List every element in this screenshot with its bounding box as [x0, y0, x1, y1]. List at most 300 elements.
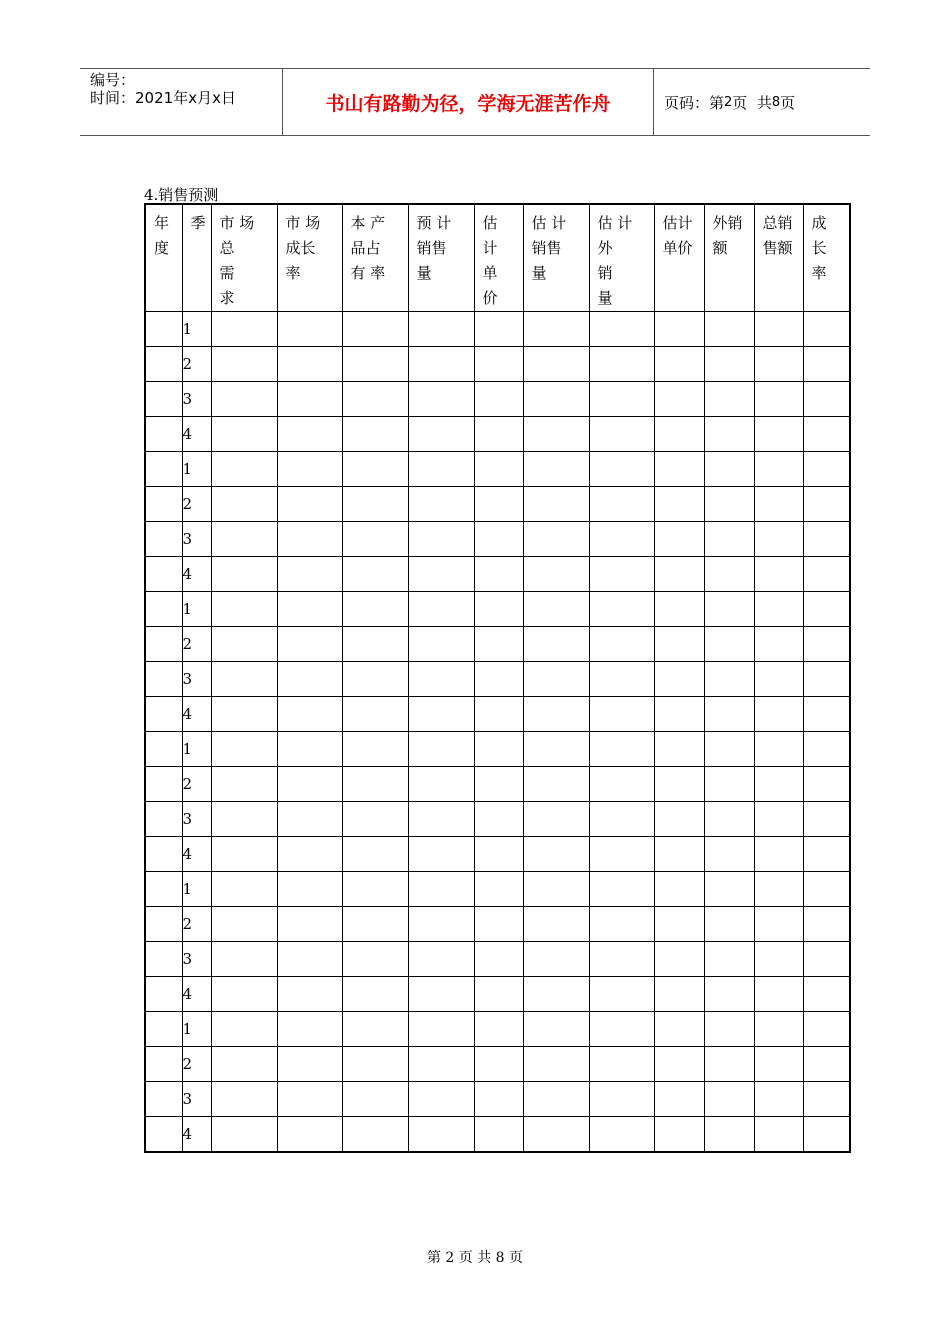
code-label: 编号： [90, 71, 136, 89]
table-cell [704, 1012, 754, 1047]
table-row [145, 347, 850, 382]
table-cell [523, 837, 589, 872]
season-cell: 1 [182, 452, 211, 487]
table-cell [754, 1047, 803, 1082]
year-cell [145, 382, 182, 417]
table-cell [408, 592, 474, 627]
table-cell [408, 802, 474, 837]
table-cell [754, 522, 803, 557]
table-cell [211, 1012, 277, 1047]
section-title: 4.销售预测 [144, 186, 219, 204]
table-cell [474, 452, 523, 487]
table-row [145, 487, 850, 522]
table-cell [277, 312, 342, 347]
column-header-line: 售额 [762, 239, 793, 257]
header-page-number [654, 69, 870, 135]
table-cell [277, 977, 342, 1012]
table-row [145, 417, 850, 452]
table-cell [523, 312, 589, 347]
table-cell [754, 907, 803, 942]
table-cell [589, 767, 654, 802]
date-label: 时间： [90, 89, 136, 107]
table-cell [474, 802, 523, 837]
table-cell [704, 977, 754, 1012]
table-row [145, 837, 850, 872]
table-cell [704, 312, 754, 347]
table-cell [523, 872, 589, 907]
table-cell [277, 837, 342, 872]
table-cell [754, 417, 803, 452]
table-cell [342, 557, 408, 592]
table-row [145, 1047, 850, 1082]
year-cell [145, 907, 182, 942]
table-cell [523, 697, 589, 732]
table-cell [654, 1082, 704, 1117]
table-cell [474, 977, 523, 1012]
column-header-line: 量 [597, 289, 613, 307]
table-cell [704, 382, 754, 417]
table-cell [342, 522, 408, 557]
table-cell [654, 347, 704, 382]
year-cell [145, 977, 182, 1012]
table-cell [754, 452, 803, 487]
table-cell [754, 592, 803, 627]
year-cell [145, 1047, 182, 1082]
year-cell [145, 732, 182, 767]
table-cell [408, 347, 474, 382]
table-row [145, 1082, 850, 1117]
table-cell [704, 802, 754, 837]
table-row [145, 872, 850, 907]
table-cell [277, 347, 342, 382]
table-cell [523, 382, 589, 417]
table-cell [754, 1012, 803, 1047]
year-cell [145, 417, 182, 452]
table-cell [754, 312, 803, 347]
table-cell [754, 872, 803, 907]
column-header-line: 成长 [285, 239, 316, 257]
table-cell [277, 802, 342, 837]
table-cell [589, 802, 654, 837]
page-suffix: 页 [780, 93, 796, 112]
table-cell [211, 942, 277, 977]
table-cell [523, 557, 589, 592]
table-cell [654, 837, 704, 872]
table-cell [408, 1012, 474, 1047]
table-cell [589, 697, 654, 732]
column-header-line: 年 [154, 214, 170, 232]
table-row [145, 732, 850, 767]
season-cell: 2 [182, 907, 211, 942]
table-cell [654, 872, 704, 907]
table-cell [654, 592, 704, 627]
table-cell [277, 1117, 342, 1153]
table-row [145, 382, 850, 417]
table-cell [803, 872, 850, 907]
table-cell [277, 732, 342, 767]
table-cell [654, 1012, 704, 1047]
table-cell [654, 487, 704, 522]
page-mid: 页 共 [732, 93, 772, 112]
table-cell [589, 312, 654, 347]
table-cell [474, 1117, 523, 1153]
season-cell: 3 [182, 382, 211, 417]
column-header [803, 204, 850, 312]
table-cell [803, 557, 850, 592]
table-cell [277, 487, 342, 522]
season-cell: 1 [182, 312, 211, 347]
table-cell [754, 977, 803, 1012]
table-cell [342, 627, 408, 662]
column-header [342, 204, 408, 312]
page-header [80, 68, 870, 136]
column-header [211, 204, 277, 312]
table-cell [474, 1047, 523, 1082]
table-cell [654, 557, 704, 592]
table-cell [342, 452, 408, 487]
table-cell [277, 382, 342, 417]
season-cell: 4 [182, 1117, 211, 1153]
table-cell [408, 837, 474, 872]
table-row [145, 627, 850, 662]
table-cell [211, 767, 277, 802]
table-cell [211, 557, 277, 592]
table-cell [803, 942, 850, 977]
year-cell [145, 312, 182, 347]
table-cell [704, 1047, 754, 1082]
table-cell [704, 837, 754, 872]
page-prefix: 页码：第 [664, 93, 725, 112]
table-cell [408, 942, 474, 977]
table-cell [589, 522, 654, 557]
table-cell [704, 767, 754, 802]
column-header-line: 市 场 [219, 214, 255, 232]
table-cell [704, 697, 754, 732]
column-header-line: 外 [597, 239, 613, 257]
table-cell [654, 697, 704, 732]
table-cell [704, 452, 754, 487]
column-header-line: 长 [811, 239, 827, 257]
table-cell [474, 732, 523, 767]
table-cell [754, 627, 803, 662]
table-cell [474, 347, 523, 382]
table-cell [589, 627, 654, 662]
table-cell [277, 942, 342, 977]
table-row [145, 452, 850, 487]
year-cell [145, 1012, 182, 1047]
column-header-line: 率 [811, 264, 827, 282]
table-cell [589, 417, 654, 452]
table-cell [803, 767, 850, 802]
table-cell [654, 662, 704, 697]
table-cell [342, 732, 408, 767]
table-cell [342, 1012, 408, 1047]
table-cell [408, 312, 474, 347]
table-cell [803, 1047, 850, 1082]
table-cell [704, 487, 754, 522]
column-header [754, 204, 803, 312]
column-header [182, 204, 211, 312]
table-cell [589, 487, 654, 522]
table-cell [803, 312, 850, 347]
column-header [704, 204, 754, 312]
table-cell [211, 347, 277, 382]
table-cell [654, 1047, 704, 1082]
table-row [145, 592, 850, 627]
table-cell [211, 977, 277, 1012]
table-cell [754, 557, 803, 592]
table-cell [277, 907, 342, 942]
table-cell [474, 627, 523, 662]
table-row [145, 942, 850, 977]
table-cell [704, 1082, 754, 1117]
table-cell [754, 837, 803, 872]
table-cell [654, 1117, 704, 1153]
table-cell [654, 312, 704, 347]
year-cell [145, 872, 182, 907]
table-cell [654, 417, 704, 452]
column-header-line: 预 计 [416, 214, 452, 232]
table-cell [523, 907, 589, 942]
table-cell [803, 697, 850, 732]
year-cell [145, 522, 182, 557]
table-cell [523, 1047, 589, 1082]
table-cell [408, 697, 474, 732]
table-cell [211, 627, 277, 662]
table-cell [277, 1012, 342, 1047]
column-header-line: 外销 [712, 214, 743, 232]
season-cell: 1 [182, 1012, 211, 1047]
table-cell [211, 697, 277, 732]
table-cell [211, 802, 277, 837]
table-cell [654, 802, 704, 837]
table-cell [589, 837, 654, 872]
column-header-line: 估 [482, 214, 498, 232]
table-cell [408, 1082, 474, 1117]
table-cell [211, 452, 277, 487]
table-cell [589, 662, 654, 697]
table-cell [589, 1082, 654, 1117]
table-cell [803, 417, 850, 452]
page-current: 2 [724, 94, 733, 110]
column-header [474, 204, 523, 312]
page-total: 8 [771, 94, 781, 110]
table-cell [408, 977, 474, 1012]
table-cell [803, 1012, 850, 1047]
table-cell [408, 487, 474, 522]
table-cell [803, 347, 850, 382]
table-cell [342, 662, 408, 697]
table-cell [589, 732, 654, 767]
table-cell [754, 382, 803, 417]
table-cell [211, 312, 277, 347]
table-cell [803, 1082, 850, 1117]
table-cell [211, 592, 277, 627]
table-cell [474, 942, 523, 977]
table-cell [704, 557, 754, 592]
table-cell [523, 1012, 589, 1047]
column-header-line: 单 [482, 264, 498, 282]
season-cell: 1 [182, 592, 211, 627]
table-cell [277, 872, 342, 907]
table-header-row [145, 204, 850, 312]
column-header-line: 本 产 [350, 214, 386, 232]
table-cell [211, 1047, 277, 1082]
table-cell [589, 1117, 654, 1153]
table-cell [654, 907, 704, 942]
table-cell [523, 627, 589, 662]
table-cell [277, 417, 342, 452]
table-cell [589, 347, 654, 382]
table-cell [342, 312, 408, 347]
table-cell [211, 1082, 277, 1117]
table-cell [704, 732, 754, 767]
table-cell [408, 767, 474, 802]
table-cell [803, 907, 850, 942]
table-cell [211, 382, 277, 417]
table-cell [523, 942, 589, 977]
table-cell [654, 627, 704, 662]
table-cell [754, 732, 803, 767]
table-cell [803, 382, 850, 417]
season-cell: 3 [182, 522, 211, 557]
table-cell [754, 347, 803, 382]
table-cell [277, 1047, 342, 1082]
year-cell [145, 452, 182, 487]
table-cell [474, 522, 523, 557]
year-cell [145, 697, 182, 732]
table-cell [803, 487, 850, 522]
table-cell [654, 977, 704, 1012]
season-cell: 2 [182, 1047, 211, 1082]
column-header-line: 估 计 [597, 214, 633, 232]
table-cell [342, 767, 408, 802]
table-cell [342, 837, 408, 872]
table-cell [589, 977, 654, 1012]
column-header-line: 市 场 [285, 214, 321, 232]
table-row [145, 312, 850, 347]
column-header-line: 销售 [416, 239, 447, 257]
year-cell [145, 942, 182, 977]
column-header-line: 总销 [762, 214, 793, 232]
table-cell [408, 732, 474, 767]
table-cell [211, 837, 277, 872]
table-cell [803, 662, 850, 697]
season-cell: 2 [182, 627, 211, 662]
header-motto: 书山有路勤为径，学海无涯苦作舟 [282, 69, 654, 135]
season-cell: 1 [182, 732, 211, 767]
table-cell [589, 1047, 654, 1082]
column-header [408, 204, 474, 312]
year-cell [145, 802, 182, 837]
table-cell [654, 382, 704, 417]
table-cell [523, 802, 589, 837]
column-header-line: 有 率 [350, 264, 386, 282]
column-header-line: 量 [531, 264, 547, 282]
table-cell [523, 977, 589, 1012]
year-cell [145, 837, 182, 872]
table-cell [277, 592, 342, 627]
column-header-line: 品占 [350, 239, 381, 257]
table-cell [704, 522, 754, 557]
table-cell [704, 942, 754, 977]
table-cell [342, 872, 408, 907]
table-cell [589, 382, 654, 417]
table-cell [408, 907, 474, 942]
table-cell [474, 662, 523, 697]
column-header-line: 量 [416, 264, 432, 282]
season-cell: 3 [182, 802, 211, 837]
table-cell [803, 1117, 850, 1153]
table-cell [523, 662, 589, 697]
table-cell [474, 907, 523, 942]
table-cell [277, 767, 342, 802]
year-cell [145, 1082, 182, 1117]
table-cell [342, 802, 408, 837]
table-cell [408, 382, 474, 417]
table-cell [342, 487, 408, 522]
column-header-line: 率 [285, 264, 301, 282]
table-row [145, 1012, 850, 1047]
date-value: 2021年x月x日 [135, 89, 236, 107]
table-cell [211, 487, 277, 522]
table-body [145, 312, 850, 1153]
season-cell: 3 [182, 1082, 211, 1117]
table-cell [277, 697, 342, 732]
table-cell [277, 522, 342, 557]
table-cell [803, 592, 850, 627]
column-header-line: 销 [597, 264, 613, 282]
column-header-line: 计 [482, 239, 498, 257]
table-cell [754, 767, 803, 802]
table-cell [277, 1082, 342, 1117]
table-cell [704, 592, 754, 627]
table-cell [342, 697, 408, 732]
table-cell [523, 1117, 589, 1153]
table-cell [589, 942, 654, 977]
sales-forecast-table [144, 203, 851, 1153]
season-cell: 4 [182, 417, 211, 452]
table-cell [474, 487, 523, 522]
table-cell [474, 697, 523, 732]
table-cell [704, 347, 754, 382]
table-cell [474, 837, 523, 872]
table-cell [523, 767, 589, 802]
column-header-line: 单价 [662, 239, 693, 257]
column-header [523, 204, 589, 312]
table-cell [211, 1117, 277, 1153]
table-cell [408, 872, 474, 907]
table-cell [754, 487, 803, 522]
column-header [589, 204, 654, 312]
column-header [145, 204, 182, 312]
season-cell: 4 [182, 557, 211, 592]
table-cell [589, 452, 654, 487]
table-cell [211, 417, 277, 452]
table-cell [704, 417, 754, 452]
table-cell [803, 627, 850, 662]
table-cell [342, 1117, 408, 1153]
table-cell [654, 522, 704, 557]
table-cell [474, 557, 523, 592]
table-cell [342, 1047, 408, 1082]
table-cell [523, 592, 589, 627]
season-cell: 1 [182, 872, 211, 907]
table-row [145, 662, 850, 697]
table-cell [654, 732, 704, 767]
column-header-line: 价 [482, 289, 498, 307]
table-cell [474, 417, 523, 452]
